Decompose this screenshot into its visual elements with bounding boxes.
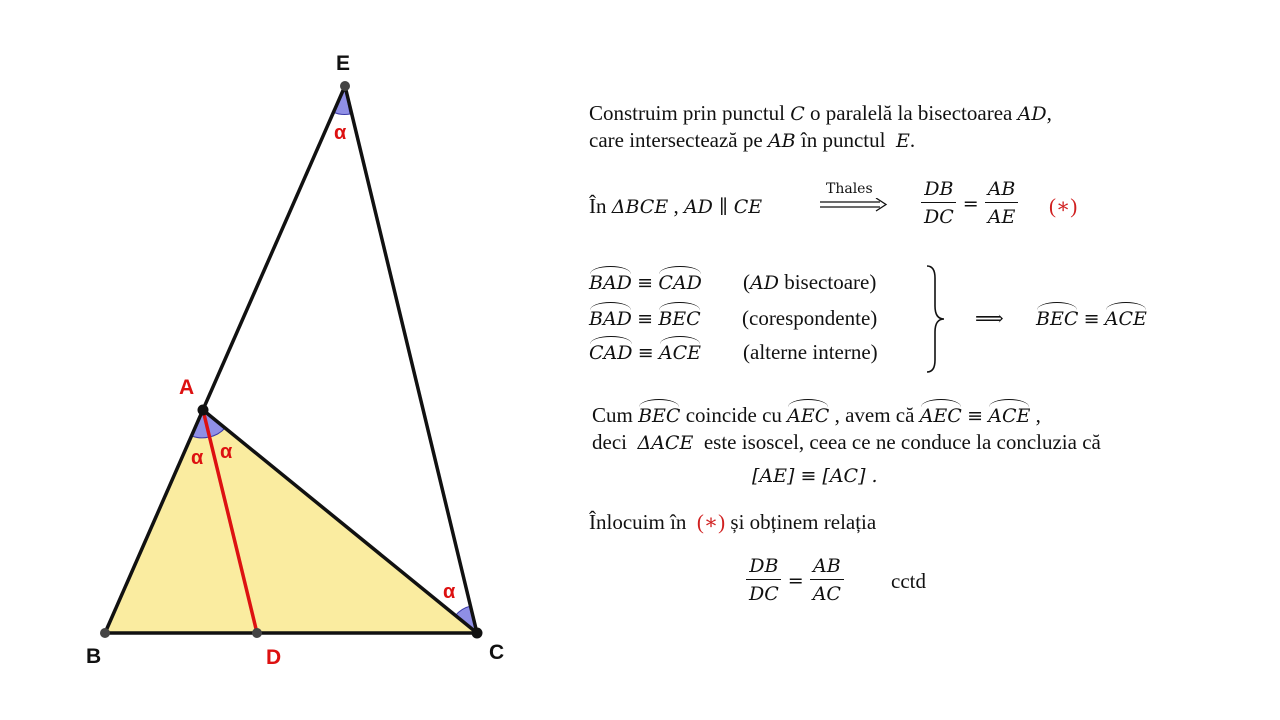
triangle-abc-fill xyxy=(105,410,477,633)
cctd-label: cctd xyxy=(891,569,926,593)
equals-sign: = xyxy=(962,192,979,215)
fraction-ab-ae xyxy=(985,176,1019,231)
intro-text: o paralelă la bisectoarea xyxy=(804,101,1018,125)
angle-bec: BEC xyxy=(658,302,700,333)
denominator: DC xyxy=(924,206,954,228)
cum-text: , avem că xyxy=(834,403,920,427)
fraction-db-dc xyxy=(921,176,957,231)
angle-label-a-left: α xyxy=(191,447,204,469)
congruent-sign: ≡ xyxy=(967,405,983,427)
math-triangle-ace: ΔACE xyxy=(637,432,694,454)
fraction-db-dc xyxy=(746,553,782,608)
cum-line-2 xyxy=(592,429,1101,457)
angle-bad: BAD xyxy=(589,302,632,333)
triangle-figure xyxy=(0,0,560,720)
denominator: AC xyxy=(812,583,841,605)
angle-bec: BEC xyxy=(1036,302,1078,333)
star-mark: (∗) xyxy=(1049,194,1078,218)
math-triangle-bce: ΔBCE xyxy=(611,196,669,218)
intro-text: , xyxy=(1046,101,1052,125)
intro-line-1 xyxy=(589,100,1052,128)
intro-text: Construim prin punctul xyxy=(589,101,791,125)
cum-text: coincide cu xyxy=(685,403,788,427)
angle-label-a-right: α xyxy=(220,441,233,463)
thales-relation xyxy=(921,176,1018,231)
math-c: C xyxy=(790,103,805,125)
math-e: E xyxy=(895,130,910,152)
angle-label-e: α xyxy=(334,122,347,144)
note-text: bisectoare) xyxy=(778,270,877,294)
angle-row-2 xyxy=(589,302,701,333)
numerator: AB xyxy=(985,176,1019,203)
congruent-sign: ≡ xyxy=(637,342,654,364)
point-d xyxy=(252,628,262,638)
thales-hypothesis xyxy=(589,193,762,221)
final-relation xyxy=(746,553,844,608)
angle-row-3 xyxy=(589,336,701,367)
label-a: A xyxy=(179,376,195,399)
point-c xyxy=(472,628,483,639)
replace-text: Înlocuim în xyxy=(589,510,692,534)
conclusion-ae-ac: [AE] ≡ [AC] . xyxy=(752,465,878,487)
cum-text: este isoscel, ceea ce ne conduce la concluzia că xyxy=(698,430,1101,454)
congruent-sign: ≡ xyxy=(637,308,654,330)
math-ad: AD xyxy=(1017,103,1047,125)
star-mark: (∗) xyxy=(696,510,726,534)
label-d: D xyxy=(266,646,282,669)
denominator: DC xyxy=(749,583,779,605)
numerator: AB xyxy=(810,553,844,580)
angle-cad: CAD xyxy=(658,266,702,297)
cum-text: Cum xyxy=(592,403,639,427)
replace-text: și obținem relația xyxy=(725,510,877,534)
angle-ace: ACE xyxy=(988,399,1030,430)
numerator: DB xyxy=(921,176,956,203)
point-a xyxy=(198,405,209,416)
congruent-sign: ≡ xyxy=(637,272,654,294)
right-brace xyxy=(924,264,948,374)
math-parallel: AD ∥ CE xyxy=(683,196,763,218)
cum-text: , xyxy=(1035,403,1041,427)
fraction-ab-ac xyxy=(810,553,844,608)
point-e xyxy=(340,81,350,91)
math-ab: AB xyxy=(767,130,796,152)
comma: , xyxy=(668,194,684,218)
math-ad: AD xyxy=(750,272,779,294)
angle-ace: ACE xyxy=(1105,302,1147,333)
label-e: E xyxy=(336,52,351,75)
angle-note-2: (corespondente) xyxy=(742,306,878,330)
note-text: ( xyxy=(743,270,750,294)
angle-note-1 xyxy=(743,269,876,297)
angle-aec: AEC xyxy=(920,399,962,430)
angle-result xyxy=(1036,302,1147,333)
label-b: B xyxy=(86,645,102,668)
denominator: AE xyxy=(987,206,1016,228)
intro-text: în punctul xyxy=(795,128,891,152)
angle-note-3: (alterne interne) xyxy=(743,340,878,364)
in-text: În xyxy=(589,194,612,218)
congruent-sign: ≡ xyxy=(1083,308,1100,330)
cum-line-1 xyxy=(592,399,1041,430)
cum-text: deci xyxy=(592,430,633,454)
intro-text: care intersectează pe xyxy=(589,128,768,152)
angle-ace: ACE xyxy=(659,336,701,367)
angle-aec: AEC xyxy=(787,399,829,430)
angle-bec: BEC xyxy=(638,399,680,430)
label-c: C xyxy=(489,641,505,664)
angle-label-c: α xyxy=(443,581,456,603)
angle-row-1 xyxy=(589,266,702,297)
numerator: DB xyxy=(746,553,781,580)
intro-line-2 xyxy=(589,127,915,155)
equals-sign: = xyxy=(787,569,804,592)
implies-arrow: ⟹ xyxy=(975,306,1004,330)
thales-arrow-label: Thales xyxy=(826,181,873,197)
point-b xyxy=(100,628,110,638)
angle-cad: CAD xyxy=(589,336,633,367)
thales-arrow xyxy=(818,198,890,212)
replace-line xyxy=(589,509,876,536)
angle-bad: BAD xyxy=(589,266,632,297)
intro-text: . xyxy=(909,128,916,152)
